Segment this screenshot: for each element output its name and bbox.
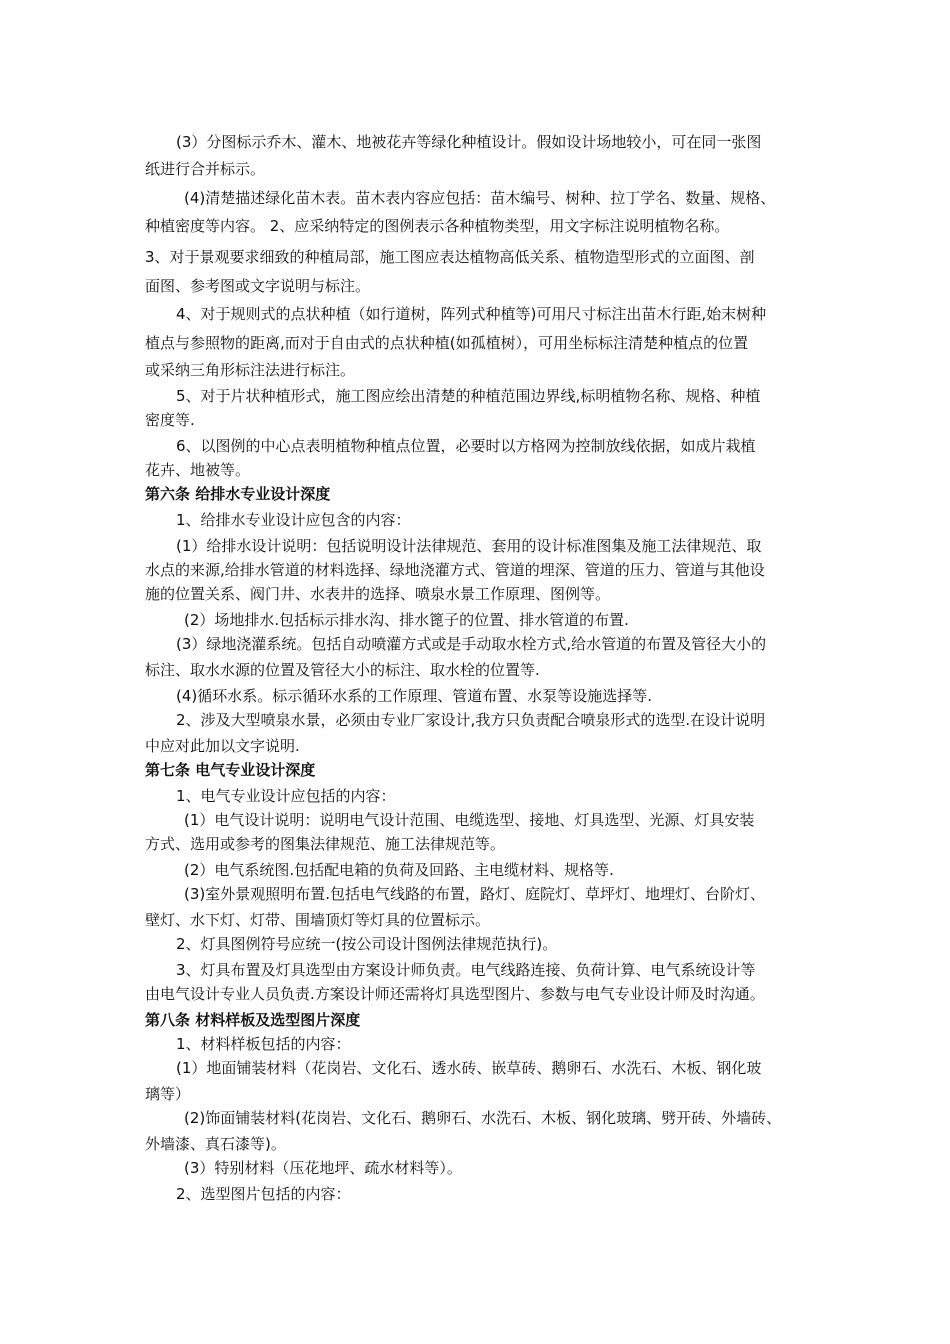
paragraph-line: (1）地面铺装材料（花岗岩、文化石、透水砖、嵌草砖、鹅卵石、水洗石、木板、钢化玻 [176,1059,762,1077]
paragraph-line: 水点的来源,给排水管道的材料选择、绿地浇灌方式、管道的埋深、管道的压力、管道与其他设 [145,561,765,579]
paragraph-line: 中应对此加以文字说明. [145,737,300,755]
paragraph-line: 施的位置关系、阀门井、水表井的选择、喷泉水景工作原理、图例等。 [145,585,611,603]
paragraph-line: 外墙漆、真石漆等)。 [145,1135,286,1153]
paragraph-line: 壁灯、水下灯、灯带、围墙顶灯等灯具的位置标示。 [145,911,491,929]
paragraph-line: 种植密度等内容。 2、应采纳特定的图例表示各种植物类型，用文字标注说明植物名称。 [145,217,730,235]
paragraph-line: (3)室外景观照明布置.包括电气线路的布置，路灯、庭院灯、草坪灯、地埋灯、台阶灯、 [184,885,766,903]
paragraph-line: 花卉、地被等。 [145,461,251,479]
paragraph-line: 标注、取水水源的位置及管径大小的标注、取水栓的位置等. [145,661,540,679]
paragraph-line: (1）给排水设计说明：包括说明设计法律规范、套用的设计标准图集及施工法律规范、取 [176,537,762,555]
paragraph-line: (4)清楚描述绿化苗木表。苗木表内容应包括：苗木编号、树种、拉丁学名、数量、规格、 [184,189,776,207]
paragraph-line: 方式、选用或参考的图集法律规范、施工法律规范等。 [145,835,506,853]
paragraph-line: (2）场地排水.包括标示排水沟、排水篦子的位置、排水管道的布置. [184,611,629,629]
paragraph-line: 2、灯具图例符号应统一(按公司设计图例法律规范执行)。 [176,935,558,953]
paragraph-line: (3）特别材料（压花地坪、疏水材料等）。 [184,1159,462,1177]
section-heading: 第八条 材料样板及选型图片深度 [145,1011,361,1029]
paragraph-line: 1、给排水专业设计应包含的内容： [176,511,411,529]
paragraph-line: 6、以图例的中心点表明植物种植点位置，必要时以方格网为控制放线依据，如成片栽植 [176,437,756,455]
paragraph-line: (4)循环水系。标示循环水系的工作原理、管道布置、水泵等设施选择等. [176,687,653,705]
section-heading: 第七条 电气专业设计深度 [145,761,316,779]
section-heading: 第六条 给排水专业设计深度 [145,485,331,503]
paragraph-line: 纸进行合并标示。 [145,160,266,178]
paragraph-line: (1）电气设计说明：说明电气设计范围、电缆选型、接地、灯具选型、光源、灯具安装 [184,811,755,829]
paragraph-line: (2）电气系统图.包括配电箱的负荷及回路、主电缆材料、规格等. [184,861,614,879]
paragraph-line: 3、灯具布置及灯具选型由方案设计师负责。电气线路连接、负荷计算、电气系统设计等 [176,961,756,979]
paragraph-line: (3）分图标示乔木、灌木、地被花卉等绿化种植设计。假如设计场地较小，可在同一张图 [176,133,762,151]
paragraph-line: 2、选型图片包括的内容： [176,1185,351,1203]
paragraph-line: 2、涉及大型喷泉水景，必须由专业厂家设计,我方只负责配合喷泉形式的选型.在设计说明 [176,711,766,729]
paragraph-line: 或采纳三角形标注法进行标注。 [145,361,356,379]
paragraph-line: 面图、参考图或文字说明与标注。 [145,277,371,295]
paragraph-line: (2)饰面铺装材料(花岗岩、文化石、鹅卵石、水洗石、木板、钢化玻璃、劈开砖、外墙砖、 [184,1109,782,1127]
paragraph-line: 璃等） [145,1085,191,1103]
paragraph-line: 4、对于规则式的点状种植（如行道树，阵列式种植等)可用尺寸标注出苗木行距,始末树种 [176,305,767,323]
paragraph-line: 5、对于片状种植形式，施工图应绘出清楚的种植范围边界线,标明植物名称、规格、种植 [176,387,761,405]
paragraph-line: 由电气设计专业人员负责.方案设计师还需将灯具选型图片、参数与电气专业设计师及时沟通。 [145,985,765,1003]
paragraph-line: 1、电气专业设计应包括的内容： [176,787,396,805]
paragraph-line: 植点与参照物的距离,而对于自由式的点状种植(如孤植树），可用坐标标注清楚种植点的位置 [145,334,749,352]
paragraph-line: 密度等. [145,411,195,429]
paragraph-line: (3）绿地浇灌系统。包括自动喷灌方式或是手动取水栓方式,给水管道的布置及管径大小的 [176,635,767,653]
paragraph-line: 1、材料样板包括的内容： [176,1035,351,1053]
paragraph-line: 3、对于景观要求细致的种植局部，施工图应表达植物高低关系、植物造型形式的立面图、剖 [145,248,755,266]
